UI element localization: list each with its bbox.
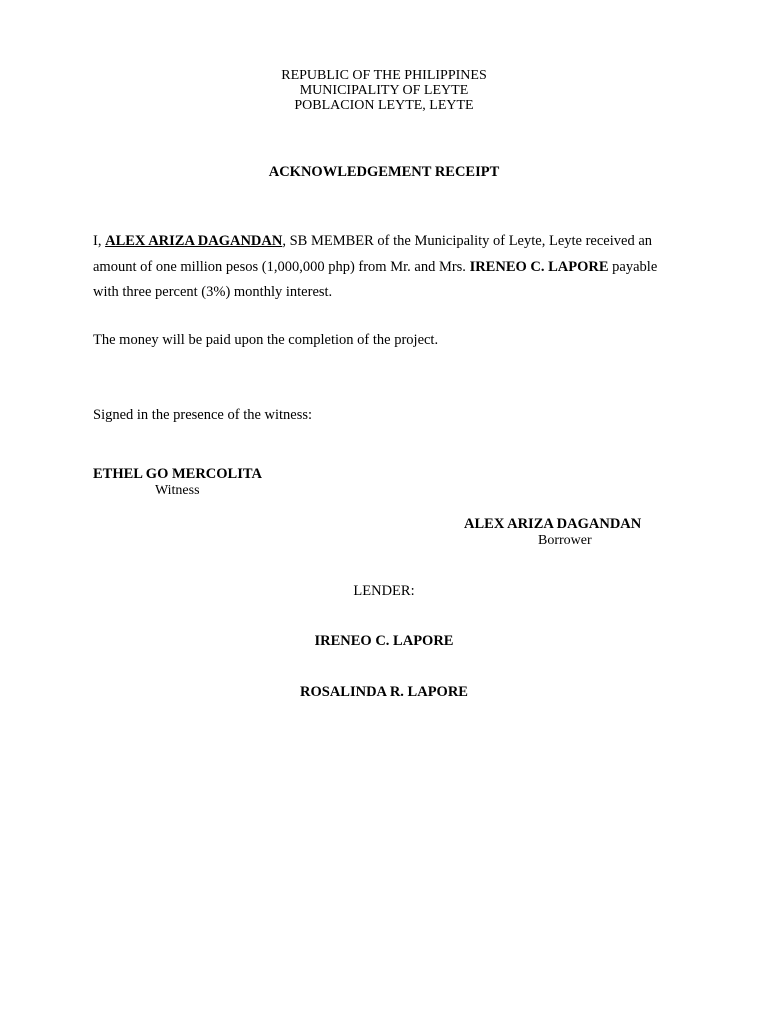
signed-presence-line: Signed in the presence of the witness: — [93, 407, 313, 423]
witness-name: ETHEL GO MERCOLITA — [93, 466, 262, 482]
paragraph-borrower-name: ALEX ARIZA DAGANDAN — [105, 233, 283, 249]
header-line-3: POBLACION LEYTE, LEYTE — [294, 98, 474, 113]
witness-role: Witness — [155, 483, 200, 498]
paragraph-lender-name: IRENEO C. LAPORE — [469, 258, 609, 275]
paragraph-prefix: I, — [93, 233, 106, 249]
borrower-role: Borrower — [538, 533, 592, 548]
lender-label: LENDER: — [353, 583, 415, 599]
header-line-2: MUNICIPALITY OF LEYTE — [299, 83, 469, 98]
paragraph-text-2: payable with three percent (3%) monthly interest. — [93, 258, 658, 300]
lender-name-1: IRENEO C. LAPORE — [314, 633, 454, 649]
borrower-name: ALEX ARIZA DAGANDAN — [464, 516, 642, 532]
lender-name-2: ROSALINDA R. LAPORE — [300, 684, 468, 700]
receipt-paragraph — [93, 229, 683, 306]
document-header — [0, 68, 768, 113]
payment-note: The money will be paid upon the completion of the project. — [93, 332, 439, 348]
header-line-1: REPUBLIC OF THE PHILIPPINES — [281, 68, 487, 83]
document-title: ACKNOWLEDGEMENT RECEIPT — [268, 164, 500, 180]
paragraph-text-1: , SB MEMBER of the Municipality of Leyte, Leyte received an amount of one million pesos (1,000,000 php) from Mr. and Mrs. — [93, 233, 653, 275]
